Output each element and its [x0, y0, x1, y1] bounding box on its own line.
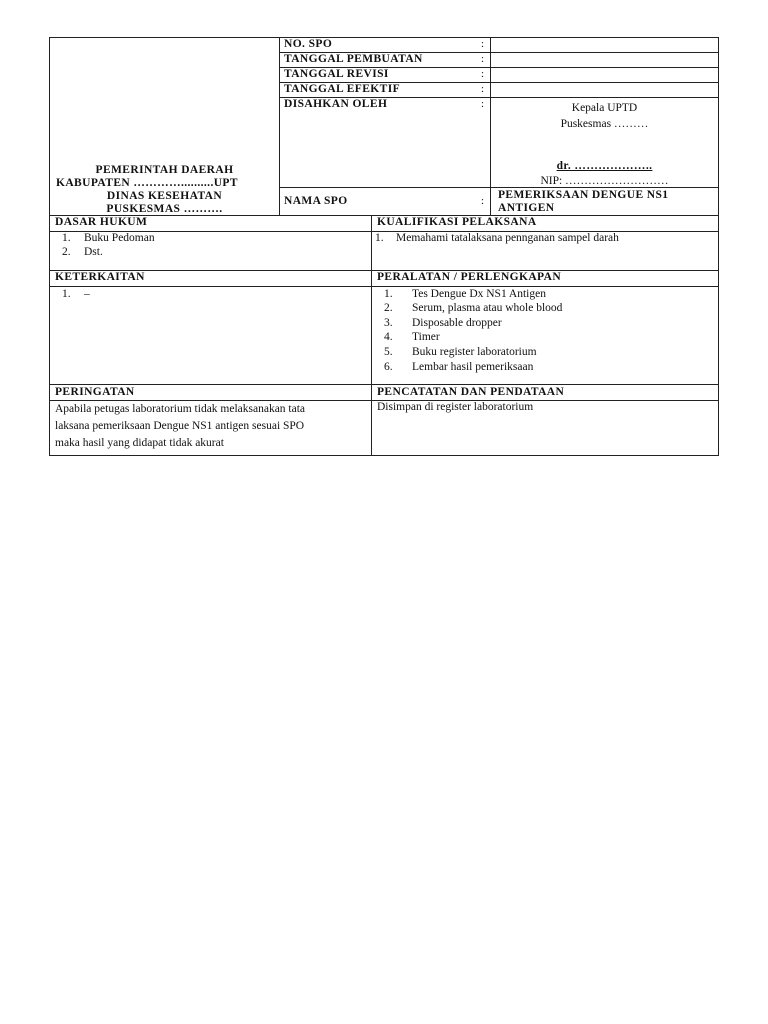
list-item: Tes Dengue Dx NS1 Antigen [412, 288, 546, 300]
list-number: 1. [375, 232, 384, 244]
approval-org: Puskesmas ……… [560, 118, 649, 130]
list-item: Buku register laboratorium [412, 346, 537, 358]
field-colon: : [481, 38, 485, 50]
field-colon: : [481, 53, 485, 65]
field-label-nama-spo: NAMA SPO [284, 195, 348, 207]
peringatan-line: laksana pemeriksaan Dengue NS1 antigen sesuai SPO [55, 420, 305, 432]
table-border-right [718, 37, 719, 456]
institution-line: PUSKESMAS ………. [106, 203, 223, 215]
field-colon: : [481, 195, 485, 207]
list-number: 1. [62, 288, 71, 300]
header-divider-1 [279, 37, 280, 215]
list-item: Timer [412, 331, 440, 343]
institution-line: DINAS KESEHATAN [106, 190, 223, 202]
institution-line: KABUPATEN …………..........UPT [56, 177, 238, 189]
pencatatan-text: Disimpan di register laboratorium [377, 401, 534, 413]
field-colon: : [481, 98, 485, 110]
approval-title: Kepala UPTD [571, 102, 638, 114]
field-colon: : [481, 68, 485, 80]
list-number: 2. [384, 302, 393, 314]
list-number: 1. [384, 288, 393, 300]
list-item: Memahami tatalaksana pennganan sampel darah [396, 232, 619, 244]
section-title-peralatan: PERALATAN / PERLENGKAPAN [377, 271, 562, 283]
field-label-tanggal-revisi: TANGGAL REVISI [284, 68, 389, 80]
list-number: 5. [384, 346, 393, 358]
institution-line: PEMERINTAH DAERAH [95, 164, 234, 176]
table-border-left [49, 37, 50, 456]
peringatan-line: Apabila petugas laboratorium tidak melaksanakan tata [55, 403, 306, 415]
nama-spo-value [498, 189, 668, 214]
list-number: 2. [62, 246, 71, 258]
list-item: Lembar hasil pemeriksaan [412, 361, 534, 373]
list-number: 3. [384, 317, 393, 329]
list-number: 1. [62, 232, 71, 244]
approval-block [491, 100, 718, 132]
table-border-top [49, 37, 719, 38]
approval-name: dr. ……………….. [556, 160, 653, 172]
list-item: Buku Pedoman [84, 232, 155, 244]
list-item: Dst. [84, 246, 103, 258]
field-label-tanggal-pembuatan: TANGGAL PEMBUATAN [284, 53, 423, 65]
section-title-kualifikasi: KUALIFIKASI PELAKSANA [377, 216, 537, 228]
peringatan-text [55, 401, 367, 452]
row-line [49, 384, 719, 385]
section-title-pencatatan: PENCATATAN DAN PENDATAAN [377, 386, 565, 398]
list-item: Disposable dropper [412, 317, 502, 329]
section-title-dasar-hukum: DASAR HUKUM [55, 216, 148, 228]
nama-spo-value-line: ANTIGEN [498, 201, 555, 214]
institution-block [50, 164, 279, 216]
field-label-no-spo: NO. SPO [284, 38, 333, 50]
row-line [49, 286, 719, 287]
list-item: – [84, 288, 90, 300]
field-label-disahkan-oleh: DISAHKAN OLEH [284, 98, 388, 110]
approval-nip: NIP: ……………………… [540, 175, 669, 187]
field-label-tanggal-efektif: TANGGAL EFEKTIF [284, 83, 401, 95]
section-title-peringatan: PERINGATAN [55, 386, 135, 398]
section-divider [371, 215, 372, 456]
table-border-bottom [49, 455, 719, 456]
peringatan-line: maka hasil yang didapat tidak akurat [55, 437, 224, 449]
list-number: 4. [384, 331, 393, 343]
list-item: Serum, plasma atau whole blood [412, 302, 563, 314]
section-title-keterkaitan: KETERKAITAN [55, 271, 145, 283]
nama-spo-value-line: PEMERIKSAAN DENGUE NS1 [498, 189, 669, 201]
field-colon: : [481, 83, 485, 95]
list-number: 6. [384, 361, 393, 373]
